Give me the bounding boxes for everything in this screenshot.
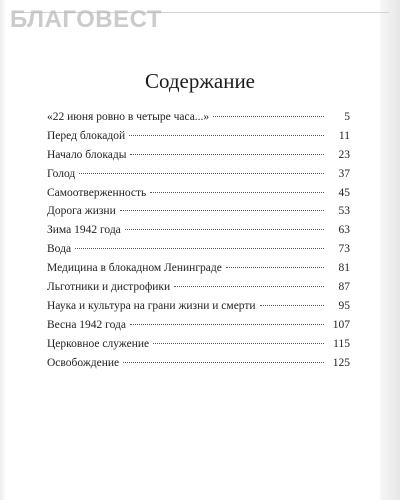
- toc-entry-page: 125: [332, 356, 350, 369]
- toc-entry: [47, 243, 350, 262]
- toc-entry-page: 63: [338, 224, 350, 237]
- toc-entry: [47, 357, 350, 376]
- toc-leader-dots: [79, 173, 324, 174]
- table-of-contents: [47, 111, 350, 375]
- toc-entry-label: Голод: [47, 167, 76, 180]
- toc-entry-label: Освобождение: [47, 356, 120, 369]
- toc-entry-label: Церковное служение: [47, 337, 150, 350]
- toc-leader-dots: [260, 305, 324, 306]
- toc-entry-label: Весна 1942 года: [47, 318, 126, 331]
- toc-entry: [47, 149, 350, 168]
- toc-entry: [47, 262, 350, 281]
- toc-entry-page: 37: [338, 167, 350, 180]
- toc-entry-label: Начало блокады: [47, 148, 127, 161]
- toc-leader-dots: [125, 229, 324, 230]
- toc-entry-page: 11: [338, 129, 350, 142]
- toc-entry-page: 23: [338, 148, 350, 161]
- toc-leader-dots: [75, 248, 324, 249]
- toc-entry-label: Вода: [47, 243, 72, 256]
- toc-leader-dots: [153, 343, 324, 344]
- toc-entry: [47, 319, 350, 338]
- toc-entry: [47, 224, 350, 243]
- toc-entry-label: Перед блокадой: [47, 129, 126, 142]
- toc-entry-label: Наука и культура на грани жизни и смерти: [47, 299, 256, 312]
- toc-leader-dots: [120, 210, 324, 211]
- toc-entry-page: 87: [338, 281, 350, 294]
- toc-entry-label: Самоотверженность: [47, 186, 147, 199]
- toc-entry: [47, 205, 350, 224]
- toc-entry: [47, 338, 350, 357]
- toc-entry-page: 5: [344, 111, 350, 123]
- toc-entry: [47, 281, 350, 300]
- toc-leader-dots: [150, 192, 324, 193]
- toc-leader-dots: [174, 286, 324, 287]
- toc-entry-label: Зима 1942 года: [47, 224, 121, 237]
- toc-entry: [47, 300, 350, 319]
- toc-entry: [47, 168, 350, 187]
- toc-entry-label: Льготники и дистрофики: [47, 281, 171, 294]
- toc-entry-page: 53: [338, 205, 350, 218]
- toc-leader-dots: [129, 135, 324, 136]
- toc-leader-dots: [130, 324, 324, 325]
- toc-entry-page: 45: [338, 186, 350, 199]
- toc-leader-dots: [213, 116, 324, 117]
- toc-entry: [47, 130, 350, 149]
- watermark-logo: БЛАГОВЕСТ: [10, 6, 163, 33]
- toc-entry-label: Медицина в блокадном Ленинграде: [47, 262, 222, 275]
- toc-entry-page: 107: [332, 318, 350, 331]
- toc-leader-dots: [123, 362, 324, 363]
- toc-leader-dots: [130, 154, 324, 155]
- toc-entry-page: 73: [338, 243, 350, 256]
- toc-entry-page: 81: [338, 262, 350, 275]
- toc-entry-page: 95: [338, 299, 350, 312]
- page-title: Содержание: [144, 69, 256, 93]
- toc-entry: [47, 111, 350, 130]
- toc-leader-dots: [226, 267, 324, 268]
- toc-entry-label: Дорога жизни: [47, 205, 116, 218]
- toc-entry-label: «22 июня ровно в четыре часа...»: [47, 111, 210, 123]
- toc-entry-page: 115: [333, 337, 350, 350]
- toc-entry: [47, 187, 350, 206]
